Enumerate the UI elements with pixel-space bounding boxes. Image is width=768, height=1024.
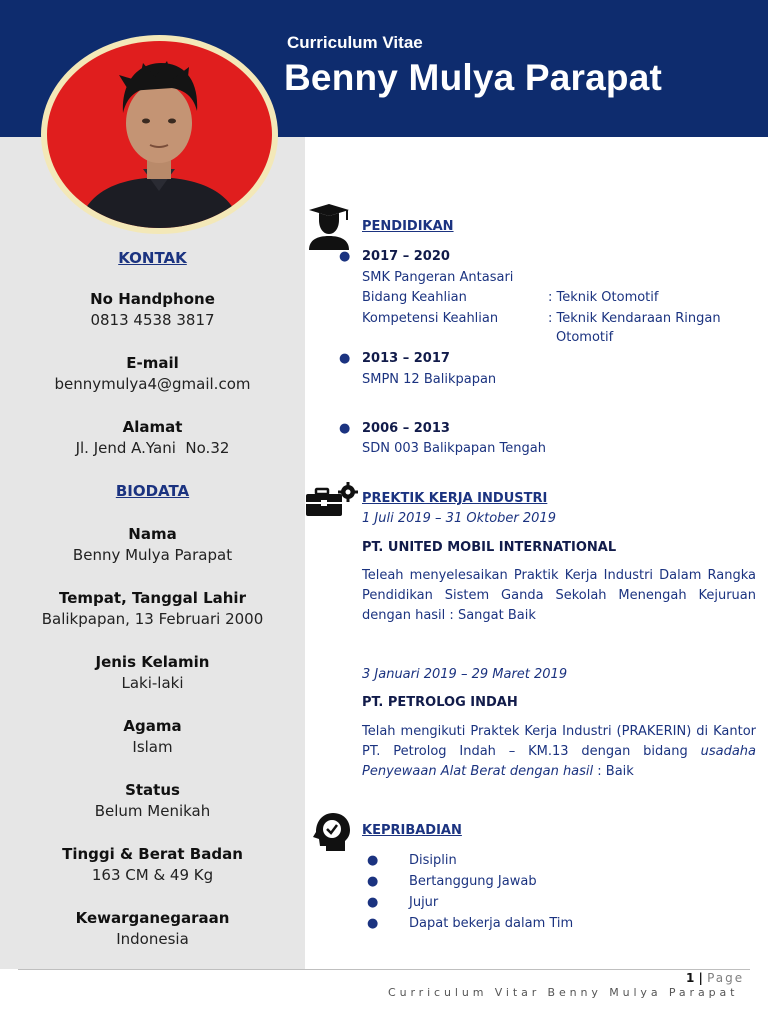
internship-description [362,566,756,626]
contact-address [0,418,305,457]
phone-label: No Handphone [90,290,215,308]
desc-result: Sangat Baik [457,608,536,623]
education-years: 2017 – 2020 [362,249,450,264]
bio-value: Belum Menikah [94,802,211,820]
internship-company: PT. UNITED MOBIL INTERNATIONAL [362,540,617,555]
biodata-heading-block [0,482,305,500]
footer-text: Curriculum Vitar Benny Mulya Parapat [388,986,739,999]
contact-email [0,354,305,393]
bio-item-gender [0,653,305,692]
bullet: ● [339,249,351,264]
header-name: Benny Mulya Parapat [284,57,663,98]
bio-label: Status [125,781,180,799]
bullet: ● [367,895,379,910]
bio-label: Nama [128,525,177,543]
kontak-heading: KONTAK [118,249,187,267]
bio-item-nationality [0,909,305,948]
bio-item-nama [0,525,305,564]
kontak-heading-block [0,249,305,267]
internship-title: PREKTIK KERJA INDUSTRI [362,491,548,506]
email-label: E-mail [126,354,179,372]
bio-value: 163 CM & 49 Kg [91,866,214,884]
bio-label: Kewarganegaraan [75,909,230,927]
bio-value: Benny Mulya Parapat [72,546,233,564]
biodata-heading: BIODATA [115,482,190,500]
bio-value: Laki-laki [121,674,184,692]
page-separator: | [694,971,708,985]
graduation-cap-person-icon [305,204,353,252]
address-label: Alamat [122,418,183,436]
bullet: ● [367,853,379,868]
profile-photo [41,35,278,234]
desc-result: : Baik [593,764,634,779]
personality-item: Bertanggung Jawab [409,874,537,889]
field-label: Bidang Keahlian [362,290,467,305]
bullet: ● [367,874,379,889]
bullet: ● [339,421,351,436]
internship-period: 1 Juli 2019 – 31 Oktober 2019 [362,511,556,526]
bullet: ● [339,351,351,366]
footer-divider [18,969,750,970]
bio-item-status [0,781,305,820]
page-number [686,971,744,985]
bio-value: Balikpapan, 13 Februari 2000 [41,610,264,628]
desc-text: Teleah menyelesaikan Praktik Kerja Industri Dalam Rangka Pendidikan Sistem Ganda Sekolah Menengah Kejuruan dengan hasil : [362,568,756,623]
bio-value: Indonesia [116,930,189,948]
competency-value: : Teknik Kendaraan Ringan [548,311,721,326]
competency-label: Kompetensi Keahlian [362,311,499,326]
bio-item-height-weight [0,845,305,884]
education-years: 2013 – 2017 [362,351,450,366]
address-value: Jl. Jend A.Yani No.32 [75,439,230,457]
contact-phone [0,290,305,329]
page-word: Page [707,971,745,985]
internship-description [362,722,756,782]
personality-item: Disiplin [409,853,457,868]
bullet: ● [367,916,379,931]
internship-company: PT. PETROLOG INDAH [362,695,518,710]
bio-item-birth [0,589,305,628]
desc-text: Telah mengikuti Praktek Kerja Industri (PRAKERIN) di Kantor PT. Petrolog Indah – KM.13 dengan bidang [362,724,756,759]
field-value: : Teknik Otomotif [548,290,659,305]
email-value: bennymulya4@gmail.com [54,375,251,393]
education-school: SDN 003 Balikpapan Tengah [362,441,546,456]
profile-photo-image [47,41,272,228]
education-years: 2006 – 2013 [362,421,450,436]
personality-item: Dapat bekerja dalam Tim [409,916,574,931]
bio-item-religion [0,717,305,756]
competency-value-cont: Otomotif [556,330,614,345]
bio-label: Agama [123,717,182,735]
bio-label: Tempat, Tanggal Lahir [59,589,246,607]
person-portrait-icon [47,41,272,228]
education-school: SMK Pangeran Antasari [362,270,514,285]
bio-value: Islam [132,738,173,756]
desc-italic: usadaha Penyewaan Alat Berat dengan hasil [362,744,756,779]
bio-label: Jenis Kelamin [95,653,210,671]
personality-item: Jujur [409,895,439,910]
phone-value: 0813 4538 3817 [90,311,215,329]
internship-period: 3 Januari 2019 – 29 Maret 2019 [362,667,568,682]
header-subtitle: Curriculum Vitae [287,33,423,52]
education-title: PENDIDIKAN [362,219,454,234]
head-check-icon [310,812,352,852]
bio-label: Tinggi & Berat Badan [62,845,243,863]
personality-title: KEPRIBADIAN [362,823,462,838]
education-school: SMPN 12 Balikpapan [362,372,497,387]
page-number-value: 1 [686,971,695,985]
briefcase-gear-icon [305,482,359,518]
